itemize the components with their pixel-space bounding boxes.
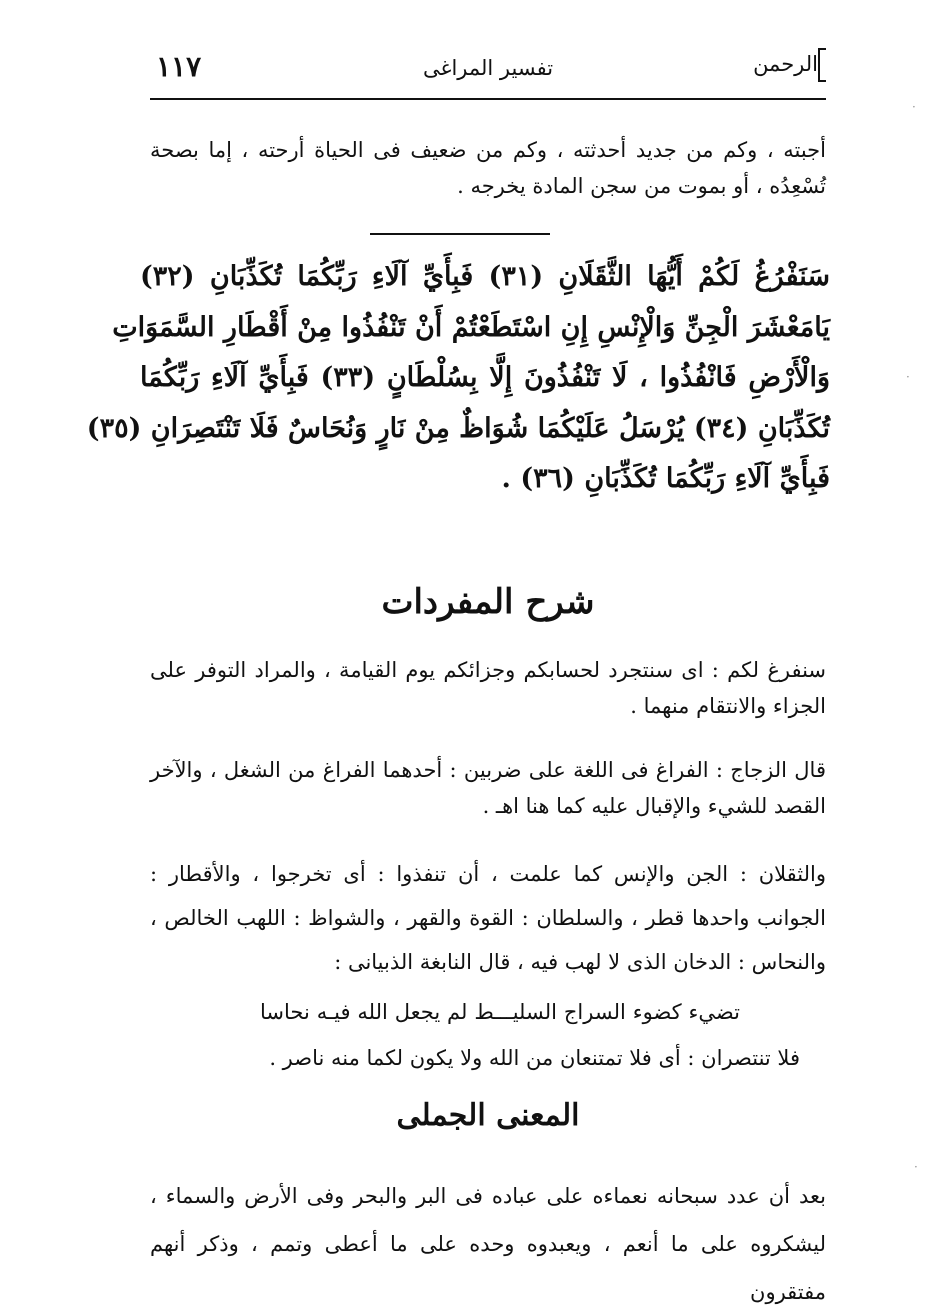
vocab-3-line-1: والثقلان : الجن والإنس كما علمت ، أن تنفذوا : أى تخرجوا ، والأقطار : xyxy=(150,862,826,886)
scan-speck: · xyxy=(906,370,910,384)
meaning-paragraph xyxy=(150,1172,826,1316)
meaning-line-1: بعد أن عدد سبحانه نعماءه على عباده فى البر والبحر وفى الأرض والسماء ، xyxy=(150,1184,826,1208)
poem-verse: تضيء كضوء السراج السليـــط لم يجعل الله فيـه نحاسا xyxy=(260,1000,740,1024)
vocab-3-line-3: والنحاس : الدخان الذى لا لهب فيه ، قال النابغة الذبيانى : xyxy=(334,950,826,974)
scan-speck: · xyxy=(914,1160,918,1174)
vocab-1-line-1: سنفرغ لكم : اى سنتجرد لحسابكم وجزائكم يوم القيامة ، والمراد التوفر على xyxy=(150,658,826,682)
intro-line-1: أجبته ، وكم من جديد أحدثته ، وكم من ضعيف فى الحياة أرحته ، إما بصحة xyxy=(150,138,826,162)
vocab-paragraph-3 xyxy=(150,852,826,984)
quran-verses xyxy=(86,252,830,505)
vocab-final: فلا تنتصران : أى فلا تمتنعان من الله ولا يكون لكما منه ناصر . xyxy=(269,1046,800,1070)
meaning-heading: المعنى الجملى xyxy=(396,1098,580,1133)
book-title: تفسير المراغى xyxy=(422,56,554,80)
verse-line-3: وَالْأَرْضِ فَانْفُذُوا ، لَا تَنْفُذُونَ إِلَّا بِسُلْطَانٍ (٣٣) فَبِأَيِّ آلَاءِ رَبِّكُمَا xyxy=(140,362,830,393)
vocab-1-line-2: الجزاء والانتقام منهما . xyxy=(630,694,826,718)
verse-line-5: فَبِأَيِّ آلَاءِ رَبِّكُمَا تُكَذِّبَانِ (٣٦) . xyxy=(501,463,830,494)
vocab-3-line-2: الجوانب واحدها قطر ، والسلطان : القوة والقهر ، والشواظ : اللهب الخالص ، xyxy=(150,906,826,930)
running-head xyxy=(150,46,826,100)
vocab-paragraph-2 xyxy=(150,752,826,824)
vocab-2-line-1: قال الزجاج : الفراغ فى اللغة على ضربين : أحدهما الفراغ من الشغل ، والآخر xyxy=(150,758,826,782)
surah-name: الرحمن xyxy=(753,52,818,76)
intro-line-2: تُسْعِدُه ، أو بموت من سجن المادة يخرجه . xyxy=(457,174,826,198)
page-number: ١١٧ xyxy=(156,50,202,83)
verse-line-4: تُكَذِّبَانِ (٣٤) يُرْسَلُ عَلَيْكُمَا شُوَاظٌ مِنْ نَارٍ وَنُحَاسٌ فَلَا تَنْتَصِرَانِ (٣٥) xyxy=(86,412,830,444)
meaning-line-2: ليشكروه على ما أنعم ، ويعبدوه وحده على ما أعطى وتمم ، وذكر أنهم مفتقرون xyxy=(150,1232,826,1304)
verse-line-1: سَنَفْرُغُ لَكُمْ أَيُّهَا الثَّقَلَانِ (٣١) فَبِأَيِّ آلَاءِ رَبِّكُمَا تُكَذِّبَانِ (٣٢) xyxy=(140,261,830,292)
vocab-2-line-2: القصد للشيء والإقبال عليه كما هنا اهـ . xyxy=(482,794,826,818)
vocab-heading: شرح المفردات xyxy=(381,582,595,622)
verse-line-2: يَامَعْشَرَ الْجِنِّ وَالْإِنْسِ إِنِ اسْتَطَعْتُمْ أَنْ تَنْفُذُوا مِنْ أَقْطَارِ السَّمَوَاتِ xyxy=(112,311,830,343)
scan-speck: · xyxy=(912,100,916,114)
vocab-paragraph-1 xyxy=(150,652,826,724)
intro-paragraph xyxy=(150,132,826,204)
section-divider xyxy=(370,233,550,235)
